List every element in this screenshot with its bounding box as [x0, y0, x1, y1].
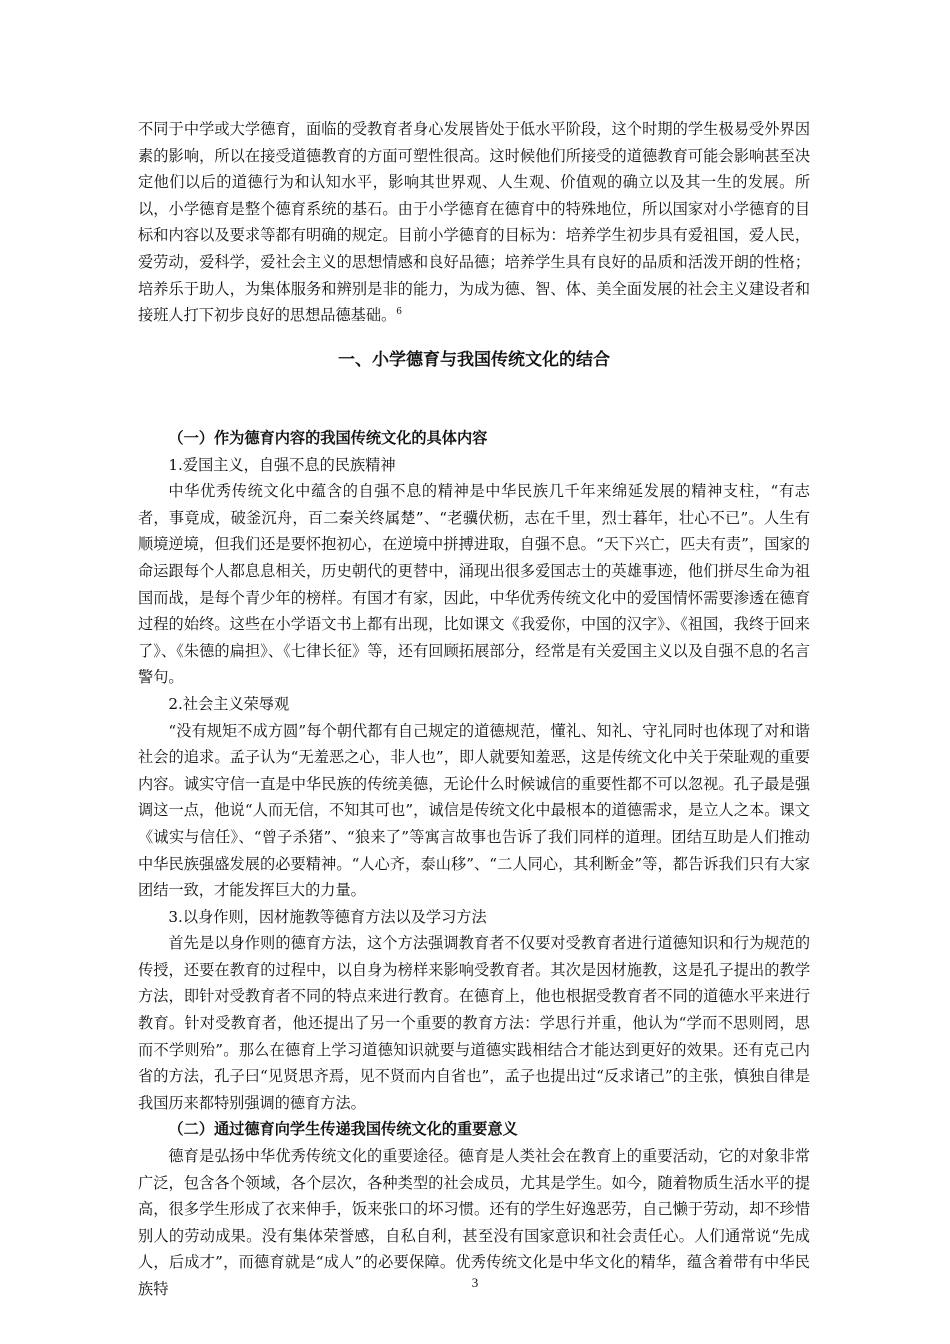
body-block [138, 425, 810, 1303]
intro-text: 不同于中学或大学德育，面临的受教育者身心发展皆处于低水平阶段，这个时期的学生极易受外界因素的影响，所以在接受道德教育的方面可塑性很高。这时候他们所接受的道德教育可能会影响甚至决定他们以后的道德行为和认知水平，影响其世界观、人生观、价值观的确立以及其一生的发展。所以，小学德育是整个德育系统的基石。由于小学德育在德育中的特殊地位，所以国家对小学德育的目标和内容以及要求等都有明确的规定。目前小学德育的目标为：培养学生初步具有爱祖国，爱人民，爱劳动，爱科学，爱社会主义的思想情感和良好品德；培养学生具有良好的品质和活泼开朗的性格；培养乐于助人，为集体服务和辨别是非的能力，为成为德、智、体、美全面发展的社会主义建设者和接班人打下初步良好的思想品德基础。 [138, 120, 810, 325]
section-title: 一、小学德育与我国传统文化的结合 [338, 350, 610, 370]
page-number: 3 [471, 1275, 479, 1290]
intro-paragraph [138, 116, 810, 329]
subsection-heading-1: （一）作为德育内容的我国传统文化的具体内容 [168, 429, 488, 447]
item-3-title: 3.以身作则，因材施教等德育方法以及学习方法 [168, 907, 487, 926]
item-1-paragraph: 中华优秀传统文化中蕴含的自强不息的精神是中华民族几千年来绵延发展的精神支柱，“有志者，事竟成，破釜沉舟，百二秦关终属楚”、“老骥伏枥，志在千里，烈士暮年，壮心不已”。人生有顺境逆境，但我们还是要怀抱初心，在逆境中拼搏进取，自强不息。“天下兴亡，匹夫有责”，国家的命运跟每个人都息息相关，历史朝代的更替中，涌现出很多爱国志士的英雄事迹，他们拼尽生命为祖国而战，是每个青少年的榜样。有国才有家，因此，中华优秀传统文化中的爱国情怀需要渗透在德育过程的始终。这些在小学语文书上都有出现，比如课文《我爱你，中国的汉字》、《祖国，我终于回来了》、《朱德的扁担》、《七律长征》等，还有回顾拓展部分，经常是有关爱国主义以及自强不息的名言警句。 [138, 482, 810, 687]
item-3-paragraph: 首先是以身作则的德育方法，这个方法强调教育者不仅要对受教育者进行道德知识和行为规范的传授，还要在教育的过程中，以自身为榜样来影响受教育者。其次是因材施教，这是孔子提出的教学方法，即针对受教育者不同的特点来进行教育。在德育上，他也根据受教育者不同的道德水平来进行教育。针对受教育者，他还提出了另一个重要的教育方法：学思行并重，他认为“学而不思则罔，思而不学则殆”。那么在德育上学习道德知识就要与道德实践相结合才能达到更好的效果。还有克己内省的方法，孔子曰“见贤思齐焉，见不贤而内自省也”，孟子也提出过“反求诸己”的主张，慎独自律是我国历来都特别强调的德育方法。 [138, 934, 810, 1112]
subsection-2-paragraph: 德育是弘扬中华优秀传统文化的重要途径。德育是人类社会在教育上的重要活动，它的对象非常广泛，包含各个领域，各个层次，各种类型的社会成员，尤其是学生。如今，随着物质生活水平的提高，很多学生形成了衣来伸手，饭来张口的坏习惯。还有的学生好逸恶劳，自己懒于劳动，却不珍惜别人的劳动成果。没有集体荣誉感，自私自利，甚至没有国家意识和社会责任心。人们通常说“先成人，后成才”，而德育就是“成人”的必要保障。优秀传统文化是中华文化的精华，蕴含着带有中华民族特 [138, 1147, 810, 1298]
item-1-title: 1.爱国主义，自强不息的民族精神 [168, 455, 396, 474]
intro-block [138, 116, 810, 329]
footnote-marker: 6 [396, 307, 402, 318]
subsection-heading-2: （二）通过德育向学生传递我国传统文化的重要意义 [168, 1120, 518, 1139]
item-2-title: 2.社会主义荣辱观 [168, 694, 290, 713]
item-2-paragraph: “没有规矩不成方圆”每个朝代都有自己规定的道德规范，懂礼、知礼、守礼同时也体现了对和谐社会的追求。孟子认为“无羞恶之心，非人也”，即人就要知羞恶，这是传统文化中关于荣耻观的重要内容。诚实守信一直是中华民族的传统美德，无论什么时候诚信的重要性都不可以忽视。孔子最是强调这一点，他说“人而无信，不知其可也”，诚信是传统文化中最根本的道德需求，是立人之本。课文《诚实与信任》、“曾子杀猪”、“狼来了”等寓言故事也告诉了我们同样的道理。团结互助是人们推动中华民族强盛发展的必要精神。“人心齐，泰山移”、“二人同心，其利断金”等，都告诉我们只有大家团结一致，才能发挥巨大的力量。 [138, 721, 810, 900]
